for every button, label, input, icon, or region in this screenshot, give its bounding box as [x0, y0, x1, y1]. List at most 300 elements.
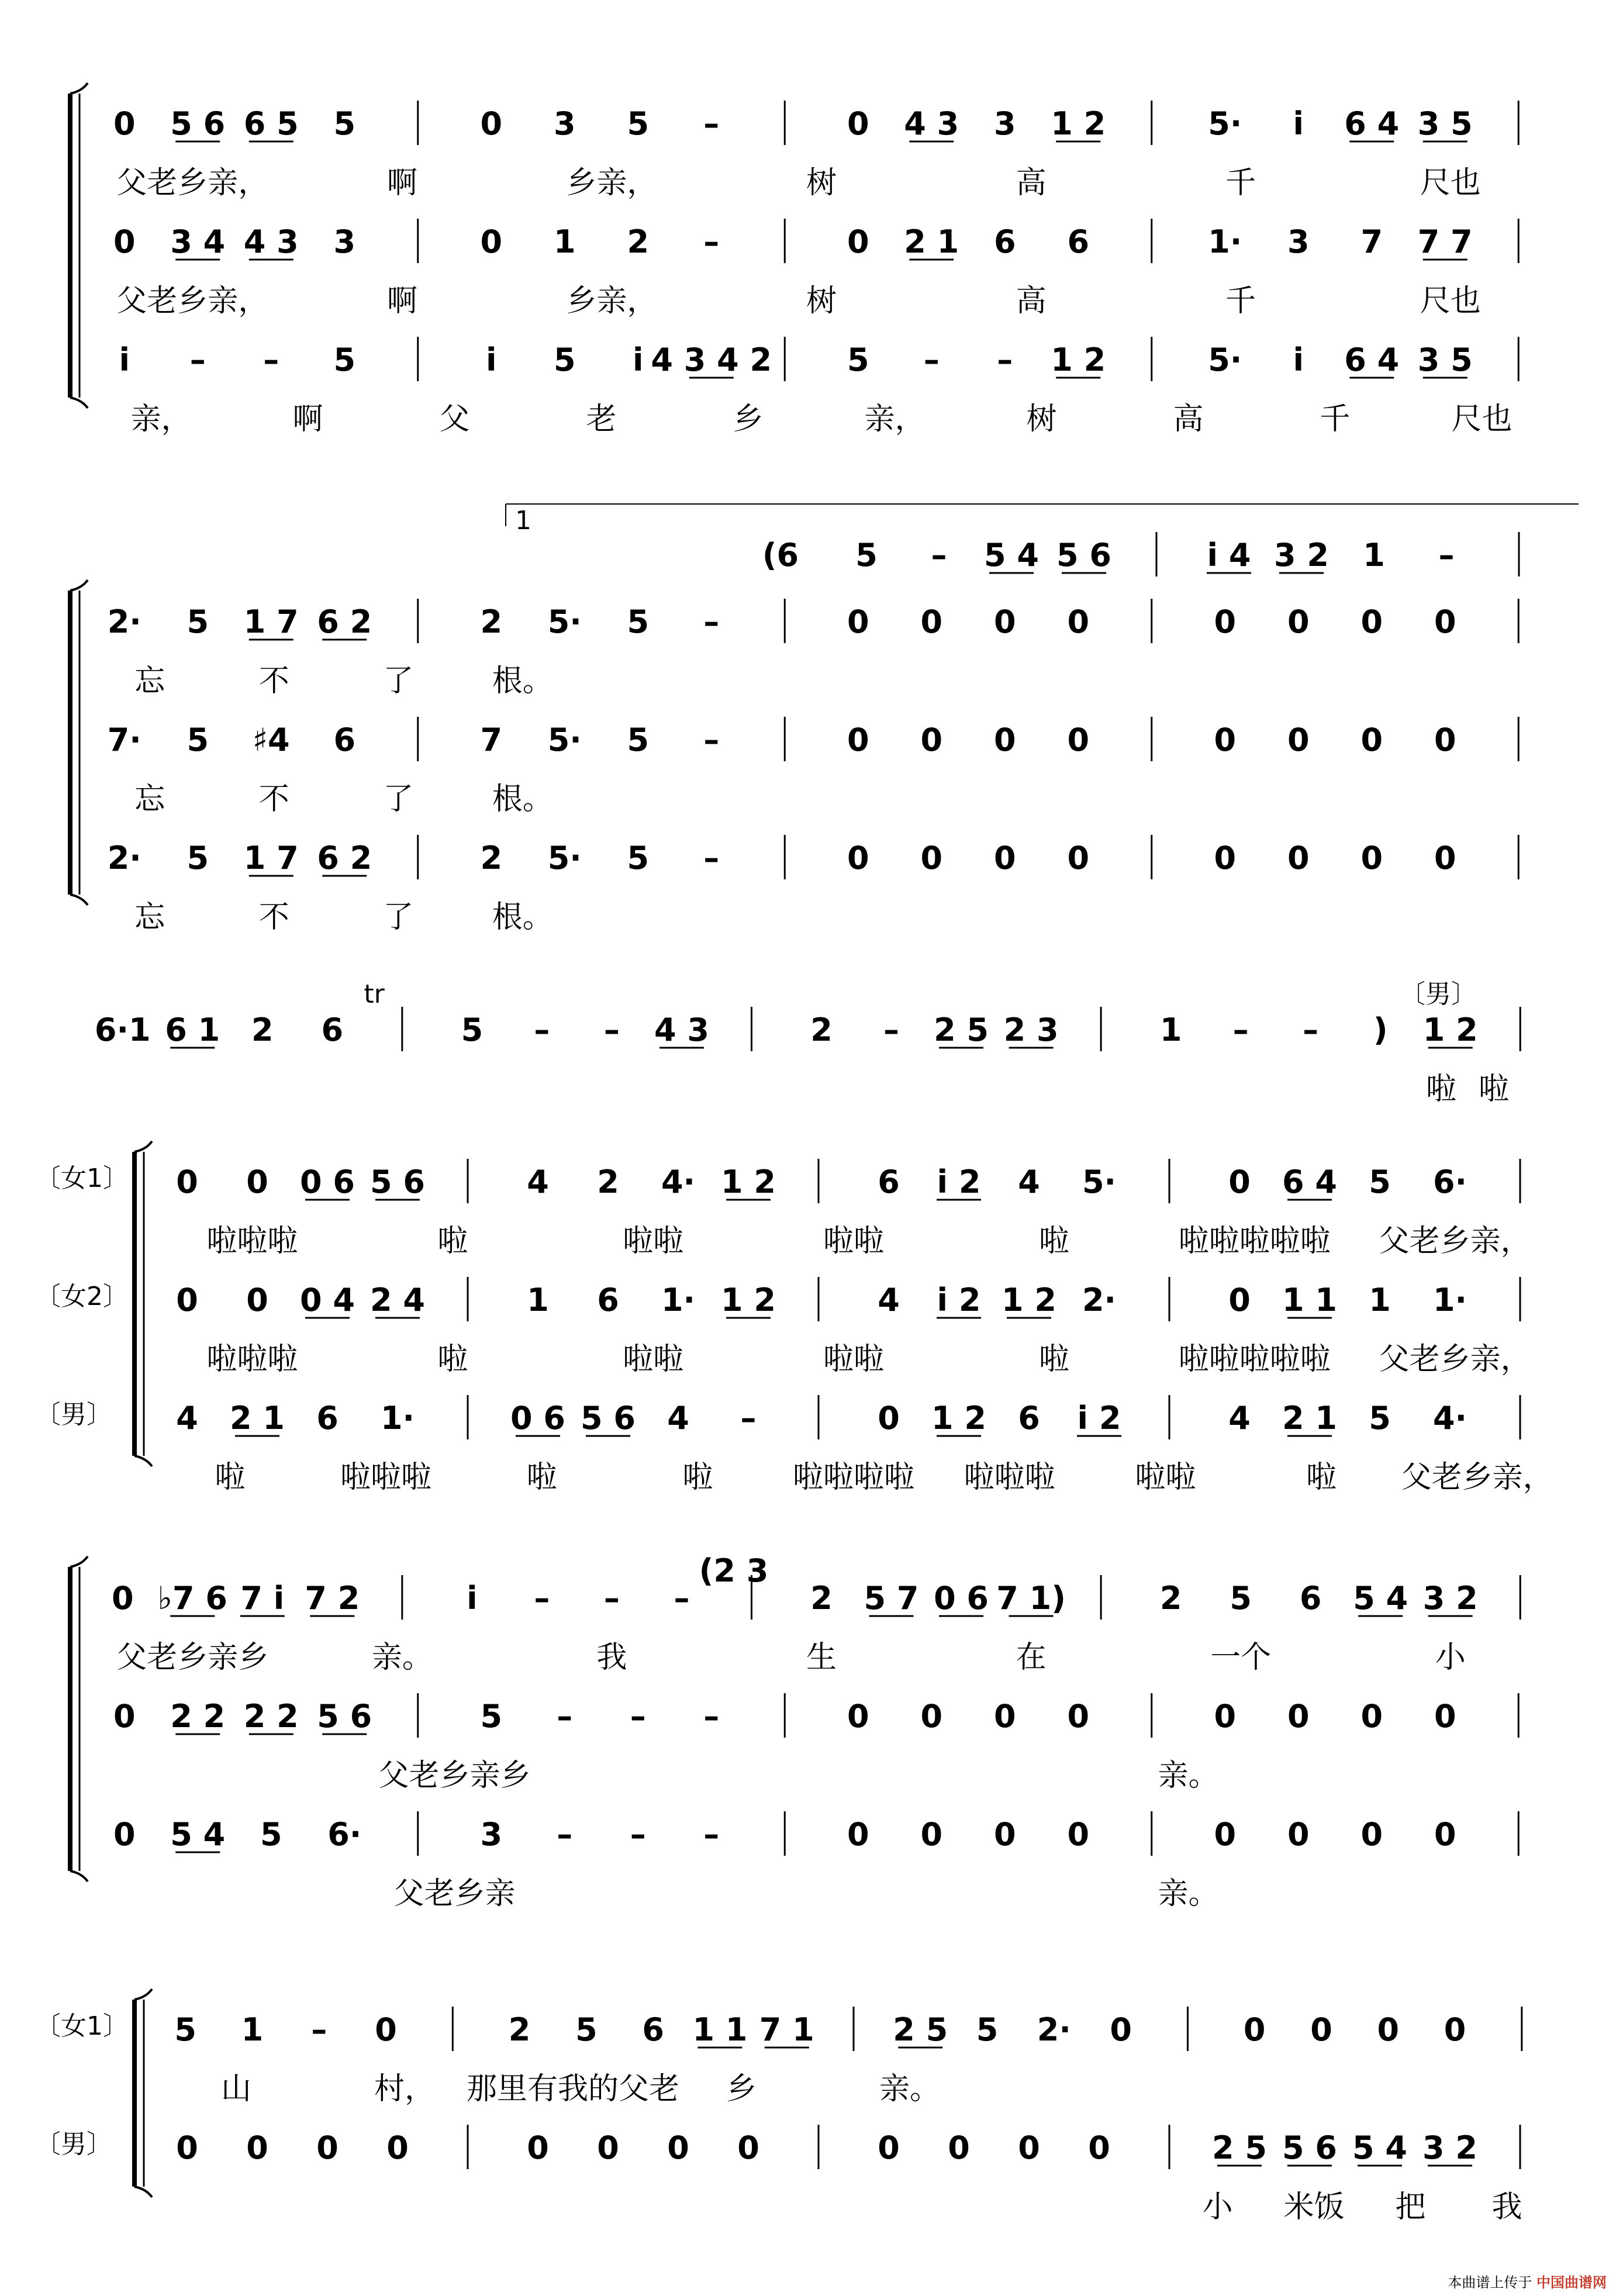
system-4-part-label: 〔男〕 [35, 1400, 112, 1430]
system-5-staff-3-note: 3 [480, 1816, 503, 1853]
system-2-staff-3-note: 5· [547, 840, 582, 876]
system-5-staff-2-note: 2 2 [170, 1698, 226, 1735]
system-6-staff-1-lyric: 山 [220, 2071, 252, 2107]
system-5-staff-2-note: 0 [1067, 1698, 1090, 1735]
intro-marker-2: (2 3 [699, 1552, 769, 1589]
system-4-staff-2-note: 1 2 [721, 1282, 776, 1318]
system-6-staff-1-note: 2 [508, 2011, 531, 2048]
system-2-staff-2-note: 5 [627, 721, 650, 758]
system-5-staff-3-note: 0 [847, 1816, 869, 1853]
system-1-staff-2-note: 7 7 [1417, 223, 1473, 260]
system-4-part-label: 〔女1〕 [35, 1163, 129, 1193]
system-4-staff-2-note: 0 [176, 1282, 198, 1318]
system-2-staff-3-lyric: 根。 [492, 900, 553, 935]
system-2-staff-1-note: 0 [1287, 603, 1310, 640]
system-2-staff-1-note: 0 [993, 603, 1016, 640]
system-6-staff-2-lyric: 米饭 [1283, 2190, 1345, 2225]
system-2-staff-1-lyric: 忘 [134, 664, 165, 699]
system-6-staff-2-note: 0 [948, 2129, 970, 2166]
system-2-staff-2-lyric: 了 [383, 782, 414, 817]
system-4-staff-1-lyric: 啦啦啦啦啦 [1178, 1224, 1331, 1259]
system-6-staff-2-note: 0 [667, 2129, 689, 2166]
system-6-staff-2-note: 3 2 [1422, 2129, 1477, 2166]
system-6-staff-1-lyric: 村， [374, 2071, 436, 2107]
system-4-staff-2-note: 1 1 [1282, 1282, 1337, 1318]
system-3-note: 4 3 [654, 1011, 709, 1048]
system-1-staff-3-lyric: 树 [1026, 402, 1057, 437]
system-2-staff-2-note: 7 [480, 721, 503, 758]
volta-number: 1 [515, 506, 531, 536]
system-5-staff-2-note: – [630, 1698, 646, 1735]
system-4-staff-1-note: 0 6 [300, 1163, 355, 1200]
system-5-staff-2-note: 0 [1360, 1698, 1383, 1735]
system-1-staff-1-lyric: 父老乡亲， [116, 165, 269, 201]
system-2-staff-3-note: 2 [480, 840, 503, 876]
system-4-staff-3-lyric: 啦 [682, 1460, 713, 1495]
system-5-staff-1-lyric: 生 [806, 1640, 837, 1675]
system-4-staff-3-lyric: 啦啦啦 [964, 1460, 1055, 1495]
system-4-staff-2-lyric: 啦 [1038, 1342, 1069, 1377]
system-1-staff-2-note: 6 [993, 223, 1016, 260]
system-5-staff-3-note: 0 [1434, 1816, 1456, 1853]
system-6-staff-2-note: 0 [527, 2129, 549, 2166]
system-3-note: 6·1 [94, 1011, 151, 1048]
system-6-staff-1-note: 0 [1243, 2011, 1266, 2048]
system-2-staff-1-note: 2 [480, 603, 503, 640]
system-1-staff-3-note: 1 2 [1051, 341, 1106, 378]
system-5-staff-2-lyric: 父老乡亲乡 [378, 1758, 531, 1793]
system-6-staff-1-note: 0 [1377, 2011, 1400, 2048]
system-4-staff-2-note: 1 2 [1002, 1282, 1056, 1318]
system-2-staff-1-note: 0 [1214, 603, 1237, 640]
system-5-staff-1-note: ♭7 6 [157, 1580, 227, 1617]
system-2-intro-note: 5 [855, 537, 878, 574]
system-2-staff-2-lyric: 忘 [134, 782, 165, 817]
system-1-staff-1-lyric: 树 [806, 165, 837, 201]
system-1-staff-2-lyric: 乡亲， [566, 284, 658, 319]
system-2-staff-2-note: 0 [1214, 721, 1237, 758]
system-3-note: 6 1 [165, 1011, 220, 1048]
system-4-staff-3-note: 1 2 [931, 1400, 986, 1437]
system-5-staff-2-note: 0 [1434, 1698, 1456, 1735]
system-4-staff-1-note: 5 [1369, 1163, 1391, 1200]
system-6-staff-1-note: 1 1 [692, 2011, 748, 2048]
system-4-staff-3-note: 6 [316, 1400, 339, 1437]
system-5-staff-2-note: 0 [1214, 1698, 1237, 1735]
system-1-staff-2-note: 2 [627, 223, 650, 260]
system-2-intro-note: 5 4 [984, 537, 1039, 574]
system-3-note: 2 [251, 1011, 274, 1048]
system-2-staff-1-lyric: 了 [383, 664, 414, 699]
system-4-staff-3-note: 4 [667, 1400, 689, 1437]
system-5-staff-3-note: 0 [920, 1816, 943, 1853]
system-1-staff-3-note: i [119, 341, 130, 378]
system-1-staff-1-note: 5 [333, 105, 356, 142]
system-1-bracket-hook-top [70, 83, 88, 94]
system-1-staff-1-note: i [1293, 105, 1304, 142]
system-5-staff-1-note: 3 2 [1422, 1580, 1478, 1617]
system-2-intro-note: – [931, 537, 947, 574]
system-5-bracket-hook-bottom [70, 1871, 88, 1881]
system-4-staff-3-note: 6 [1018, 1400, 1040, 1437]
system-1-staff-2-note: 3 [1287, 223, 1310, 260]
system-1-staff-2-note: 1 [553, 223, 576, 260]
system-1-staff-2-note: 6 [1067, 223, 1090, 260]
system-2-staff-3-note: 0 [847, 840, 869, 876]
system-1-staff-3-lyric: 尺也 [1451, 402, 1513, 437]
system-2-staff-1-note: – [703, 603, 720, 640]
system-1-staff-1-note: 6 5 [243, 105, 299, 142]
system-4-staff-3-note: 4 [1228, 1400, 1251, 1437]
system-3-note: 6 [321, 1011, 344, 1048]
system-3-lyric: 啦 [1478, 1072, 1510, 1107]
system-5-staff-2-note: 2 2 [243, 1698, 299, 1735]
system-4-staff-3-note: 4 [176, 1400, 198, 1437]
system-5-staff-3-lyric: 父老乡亲 [393, 1876, 516, 1911]
system-6-bracket-hook-bottom [134, 2187, 152, 2197]
footer-uploader: 本曲谱上传于 [1448, 2274, 1532, 2291]
system-3-note: 5 [461, 1011, 484, 1048]
system-6-part-label: 〔女1〕 [35, 2011, 129, 2041]
system-4-staff-2-note: 2· [1082, 1282, 1117, 1318]
system-1-staff-3-lyric: 父 [439, 402, 470, 437]
system-3-note: – [883, 1011, 900, 1048]
system-2-staff-1-note: 5 [627, 603, 650, 640]
system-5-staff-2-note: – [557, 1698, 573, 1735]
system-6-staff-1-note: 2· [1037, 2011, 1071, 2048]
system-3-note: 2 5 [934, 1011, 989, 1048]
system-6-staff-2-note: 0 [597, 2129, 619, 2166]
system-2-staff-3-note: 2· [107, 840, 141, 876]
system-2-staff-1-note: 0 [1434, 603, 1456, 640]
system-1-staff-1-lyric: 高 [1016, 165, 1047, 201]
footer-site: 中国曲谱网 [1536, 2274, 1607, 2291]
system-4-staff-2-note: 0 4 [300, 1282, 355, 1318]
system-4-staff-3-note: – [740, 1400, 757, 1437]
system-2-staff-3-note: 0 [1360, 840, 1383, 876]
system-5-staff-1-lyric: 小 [1435, 1640, 1466, 1675]
system-4-staff-1-note: 6 [878, 1163, 900, 1200]
system-6-staff-2-note: 0 [316, 2129, 339, 2166]
system-6-staff-2-lyric: 我 [1491, 2190, 1522, 2225]
system-4-staff-3-note: 1· [380, 1400, 415, 1437]
system-6-staff-2-note: 5 6 [1282, 2129, 1337, 2166]
system-6-staff-2-note: 0 [1088, 2129, 1110, 2166]
system-4-staff-3-note: 2 1 [230, 1400, 285, 1437]
system-2-staff-1-note: 0 [1067, 603, 1090, 640]
system-5-staff-1-note: 7 2 [305, 1580, 360, 1617]
system-2-staff-2-note: 7· [107, 721, 141, 758]
system-2-staff-1-note: 0 [1360, 603, 1383, 640]
system-1-staff-2-lyric: 树 [806, 284, 837, 319]
system-4-staff-2-note: 0 [1228, 1282, 1251, 1318]
system-5-staff-2-note: 0 [993, 1698, 1016, 1735]
system-4-staff-3-note: 0 6 [510, 1400, 565, 1437]
system-2-staff-3-note: – [703, 840, 720, 876]
system-5-staff-1-lyric: 我 [596, 1640, 627, 1675]
system-5-staff-1-note: 5 [1230, 1580, 1252, 1617]
system-5-staff-3-note: 0 [1067, 1816, 1090, 1853]
system-1-staff-3-lyric: 乡 [733, 402, 764, 437]
system-1-staff-1-note: 0 [480, 105, 503, 142]
system-5-staff-3-note: 0 [1214, 1816, 1237, 1853]
system-2-staff-3-note: 0 [1287, 840, 1310, 876]
system-5-staff-1-note: 0 [111, 1580, 134, 1617]
system-4-staff-2-lyric: 啦啦 [823, 1342, 885, 1377]
system-5-bracket-hook-top [70, 1556, 88, 1567]
system-2-staff-2-note: ♯4 [252, 721, 290, 758]
system-6-bracket-hook-top [134, 1989, 152, 2000]
system-4-staff-1-lyric: 啦啦 [623, 1224, 684, 1259]
system-4-staff-1-note: 6· [1432, 1163, 1467, 1200]
system-6-staff-1-note: 0 [1444, 2011, 1466, 2048]
system-2-intro-note: i 4 [1207, 537, 1251, 574]
system-5-staff-3-note: 0 [1287, 1816, 1310, 1853]
system-5-staff-3-note: 5 [260, 1816, 282, 1853]
system-2-staff-2-note: – [703, 721, 720, 758]
system-1-staff-3-note: – [997, 341, 1013, 378]
system-2-intro-note: 3 2 [1274, 537, 1329, 574]
system-2-staff-2-note: 0 [1360, 721, 1383, 758]
system-5-staff-1-note: – [603, 1580, 620, 1617]
system-5-staff-1-note: 2 [810, 1580, 833, 1617]
system-1-staff-1-note: 4 3 [904, 105, 959, 142]
system-5-staff-2-note: 5 6 [317, 1698, 372, 1735]
system-4-staff-3-note: 0 [878, 1400, 900, 1437]
system-4-staff-1-lyric: 啦啦 [823, 1224, 885, 1259]
system-4-staff-2-note: 2 4 [370, 1282, 425, 1318]
system-6-staff-2-lyric: 把 [1395, 2190, 1426, 2225]
system-1-staff-2-lyric: 高 [1016, 284, 1047, 319]
system-2-staff-1-lyric: 根。 [492, 664, 553, 699]
system-1-staff-1-lyric: 啊 [386, 165, 417, 201]
system-3-note: 1 [1159, 1011, 1182, 1048]
system-4-staff-3-lyric: 啦啦啦 [340, 1460, 432, 1495]
system-5-staff-1-note: 5 4 [1353, 1580, 1408, 1617]
system-4-staff-3-lyric: 啦 [526, 1460, 557, 1495]
system-2-staff-3-note: 0 [1214, 840, 1237, 876]
system-2-staff-3-note: 5 [187, 840, 209, 876]
system-3-note: ) [1373, 1011, 1388, 1048]
intro-marker: (6 [762, 537, 799, 574]
system-2-staff-3-note: 0 [920, 840, 943, 876]
system-2-staff-1-lyric: 不 [258, 664, 289, 699]
system-4-staff-1-note: 2 [597, 1163, 619, 1200]
system-1-staff-1-note: 6 4 [1344, 105, 1400, 142]
system-3-note: – [534, 1011, 550, 1048]
system-5-staff-3-note: – [557, 1816, 573, 1853]
system-1-staff-2-note: – [703, 223, 720, 260]
system-6-staff-2-note: 0 [246, 2129, 268, 2166]
system-4-staff-3-lyric: 啦啦 [1135, 1460, 1196, 1495]
system-6-staff-2-note: 0 [737, 2129, 759, 2166]
system-5-staff-3-note: 6· [327, 1816, 362, 1853]
system-1-staff-2-lyric: 父老乡亲， [116, 284, 269, 319]
system-1-staff-2-note: 2 1 [904, 223, 959, 260]
system-2-staff-1-note: 0 [847, 603, 869, 640]
system-5-staff-2-lyric: 亲。 [1158, 1758, 1219, 1793]
system-4-staff-2-lyric: 啦 [437, 1342, 468, 1377]
system-3-note: 1 2 [1422, 1011, 1478, 1048]
system-5-staff-2-note: 0 [113, 1698, 136, 1735]
system-6-staff-2-note: 0 [386, 2129, 409, 2166]
system-6-staff-1-lyric: 那里有我的父老 [466, 2071, 680, 2107]
system-5-staff-3-note: 0 [113, 1816, 136, 1853]
system-1-staff-2-lyric: 千 [1225, 284, 1256, 319]
system-2-staff-3-note: 0 [1067, 840, 1090, 876]
system-1-staff-2-lyric: 啊 [386, 284, 417, 319]
system-4-staff-1-note: 4· [661, 1163, 696, 1200]
system-1-staff-2-note: 0 [847, 223, 869, 260]
system-6-staff-2-note: 0 [878, 2129, 900, 2166]
system-1-staff-2-note: 4 3 [243, 223, 299, 260]
system-4-staff-1-note: 5· [1082, 1163, 1117, 1200]
system-2-staff-3-note: 0 [1434, 840, 1456, 876]
system-1-staff-3-note: 4 3 4 2 [651, 341, 772, 378]
system-1-staff-1-note: – [703, 105, 720, 142]
system-2-intro-note: 5 6 [1056, 537, 1111, 574]
system-4-staff-3-lyric: 父老乡亲， [1401, 1460, 1553, 1495]
system-4-staff-2-note: 1 [527, 1282, 549, 1318]
system-1-staff-1-note: 3 [993, 105, 1016, 142]
system-4-staff-2-note: 0 [246, 1282, 268, 1318]
system-2-staff-3-note: 0 [993, 840, 1016, 876]
system-4-bracket-hook-top [134, 1141, 152, 1152]
system-4-staff-1-note: 4 [527, 1163, 549, 1200]
system-6-staff-1-note: 2 5 [893, 2011, 948, 2048]
system-2-staff-1-note: 6 2 [317, 603, 372, 640]
system-4-staff-1-note: 0 [176, 1163, 198, 1200]
system-3-note: 2 3 [1003, 1011, 1059, 1048]
system-1-bracket-hook-bottom [70, 398, 88, 408]
system-4-staff-1-lyric: 啦啦啦 [206, 1224, 298, 1259]
system-5-staff-1-lyric: 一个 [1210, 1640, 1272, 1675]
system-1-staff-1-note: 3 5 [1417, 105, 1473, 142]
system-5-staff-1-note: 7 1) [996, 1580, 1066, 1617]
system-2-staff-3-lyric: 不 [258, 900, 289, 935]
system-1-staff-2-note: 0 [113, 223, 136, 260]
system-1-staff-1-note: 5 6 [170, 105, 226, 142]
trill-mark: tr [364, 979, 385, 1009]
system-1-staff-3-note: 5 [847, 341, 869, 378]
system-3-note: – [603, 1011, 620, 1048]
system-1-staff-3-lyric: 亲， [864, 402, 926, 437]
system-1-staff-3-note: i [1293, 341, 1304, 378]
system-2-staff-2-lyric: 不 [258, 782, 289, 817]
system-6-staff-1-lyric: 乡 [726, 2071, 757, 2107]
system-2-staff-2-note: 0 [1287, 721, 1310, 758]
system-2-staff-2-note: 0 [920, 721, 943, 758]
part-label: 〔男〕 [1400, 979, 1477, 1009]
system-5-staff-3-lyric: 亲。 [1158, 1876, 1219, 1911]
system-2-staff-2-note: 0 [993, 721, 1016, 758]
system-1-staff-3-lyric: 高 [1173, 402, 1204, 437]
system-2-staff-2-note: 6 [333, 721, 356, 758]
system-6-staff-2-note: 2 5 [1212, 2129, 1267, 2166]
system-1-staff-3-note: 6 4 [1344, 341, 1400, 378]
system-1-staff-3-note: 5 [333, 341, 356, 378]
system-4-staff-2-lyric: 啦啦 [623, 1342, 684, 1377]
system-4-staff-3-lyric: 啦 [215, 1460, 246, 1495]
system-1-staff-1-note: 0 [847, 105, 869, 142]
system-1-staff-3-lyric: 亲， [130, 402, 192, 437]
system-3-lyric: 啦 [1425, 1072, 1457, 1107]
system-2-staff-3-lyric: 了 [383, 900, 414, 935]
system-6-staff-1-lyric: 亲。 [879, 2071, 941, 2107]
system-1-staff-1-note: 5 [627, 105, 650, 142]
system-1-staff-3-note: – [923, 341, 940, 378]
system-1-staff-3-note: 5 [553, 341, 576, 378]
system-2-staff-1-note: 5 [187, 603, 209, 640]
system-4-staff-2-note: i 2 [937, 1282, 981, 1318]
system-1-staff-3-note: i [632, 341, 644, 378]
system-4-staff-1-note: 0 [246, 1163, 268, 1200]
system-1-staff-1-lyric: 尺也 [1420, 165, 1481, 201]
system-1-staff-3-note: i [485, 341, 497, 378]
system-5-staff-1-note: i [467, 1580, 478, 1617]
system-6-staff-2-note: 0 [1018, 2129, 1040, 2166]
system-1-staff-3-note: 3 5 [1417, 341, 1473, 378]
system-5-staff-3-note: 5 4 [170, 1816, 226, 1853]
system-4-staff-1-note: 0 [1228, 1163, 1251, 1200]
system-6-staff-1-note: 7 1 [759, 2011, 814, 2048]
system-1-staff-1-note: 1 2 [1051, 105, 1106, 142]
system-4-staff-1-note: 5 6 [370, 1163, 425, 1200]
system-2-staff-3-note: 5 [627, 840, 650, 876]
system-4-staff-1-note: 6 4 [1282, 1163, 1337, 1200]
system-5-staff-1-lyric: 在 [1016, 1640, 1047, 1675]
system-6-staff-2-note: 5 4 [1352, 2129, 1407, 2166]
system-1-staff-1-lyric: 千 [1225, 165, 1256, 201]
system-4-staff-2-note: 1· [1432, 1282, 1467, 1318]
system-2-staff-2-note: 5 [187, 721, 209, 758]
system-2-staff-3-note: 1 7 [243, 840, 299, 876]
system-6-staff-1-note: 1 [241, 2011, 264, 2048]
system-4-staff-3-lyric: 啦啦啦啦 [792, 1460, 915, 1495]
system-1-staff-1-lyric: 乡亲， [566, 165, 658, 201]
system-3-note: – [1232, 1011, 1249, 1048]
system-4-staff-2-note: 1 [1369, 1282, 1391, 1318]
system-1-staff-3-note: 5· [1208, 341, 1242, 378]
system-1-staff-2-note: 7 [1360, 223, 1383, 260]
system-6-staff-1-note: 5 [575, 2011, 598, 2048]
system-4-staff-3-note: 5 6 [581, 1400, 636, 1437]
system-2-bracket-hook-bottom [70, 895, 88, 905]
system-4-staff-2-lyric: 父老乡亲， [1379, 1342, 1531, 1377]
system-2-staff-2-note: 0 [1067, 721, 1090, 758]
system-2-intro-note: – [1438, 537, 1455, 574]
system-4-bracket-hook-bottom [134, 1456, 152, 1466]
system-4-staff-2-note: 4 [878, 1282, 900, 1318]
system-2-staff-3-note: 6 2 [317, 840, 372, 876]
footer [1448, 2271, 1607, 2291]
system-1-staff-2-note: 1· [1208, 223, 1242, 260]
system-1-staff-3-note: – [263, 341, 279, 378]
system-4-staff-2-note: 6 [597, 1282, 619, 1318]
system-4-staff-1-note: i 2 [937, 1163, 981, 1200]
system-5-staff-1-note: 2 [1159, 1580, 1182, 1617]
system-2-staff-2-lyric: 根。 [492, 782, 553, 817]
system-5-staff-1-note: 0 6 [934, 1580, 989, 1617]
system-4-staff-1-lyric: 啦 [1038, 1224, 1069, 1259]
system-4-staff-3-note: 4· [1432, 1400, 1467, 1437]
system-5-staff-1-note: 5 7 [864, 1580, 919, 1617]
system-5-staff-2-note: 5 [480, 1698, 503, 1735]
system-6-staff-1-note: – [311, 2011, 327, 2048]
system-1-staff-1-note: 0 [113, 105, 136, 142]
system-5-staff-3-note: 0 [1360, 1816, 1383, 1853]
system-6-staff-2-note: 0 [176, 2129, 198, 2166]
